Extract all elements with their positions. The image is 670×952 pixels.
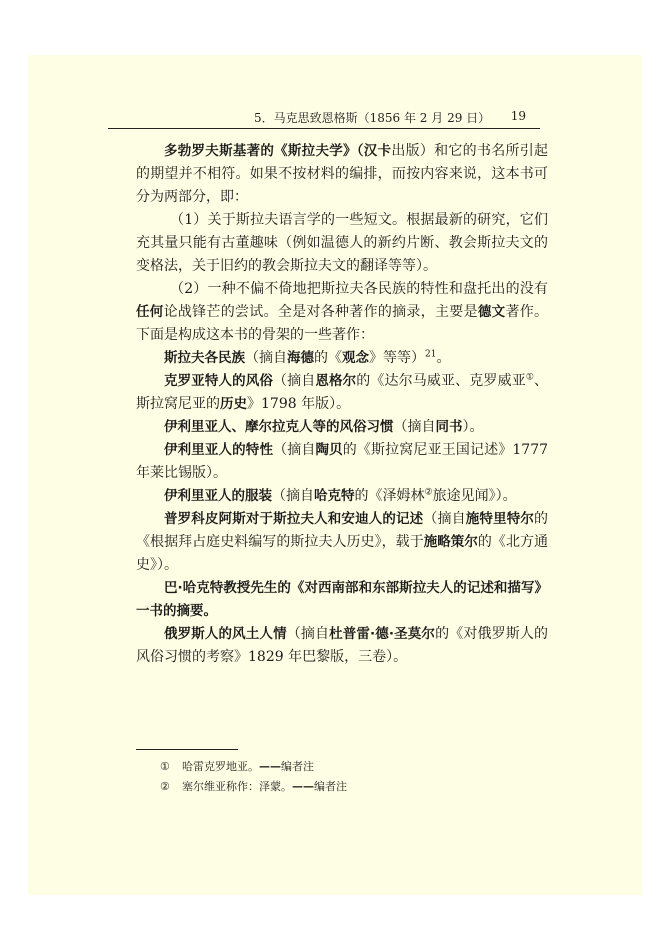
endnote-ref: 21 [425,349,437,360]
body-text: （摘自 [423,511,466,527]
list-item [136,370,548,416]
body-text: （摘自 [273,373,316,389]
footnote [160,777,540,797]
bold-text: 伊利里亚人的特性 [164,442,274,458]
bold-text: 普罗科皮阿斯对于斯拉夫人和安迪人的记述 [164,511,424,527]
header-title: 5．马克思致恩格斯（1856 年 2 月 29 日） [254,111,491,125]
bold-text: 克罗亚特人的风俗 [164,373,274,389]
body-text: 》1798 年版）。 [247,396,351,412]
body-text: 出版）和它的书名所引起的期望并不相符。如果不按材料的编排，而按内容来说，这本书可分为两部分，即： [136,143,549,205]
body-text: 的《斯拉窝尼亚王国记述》1777 年莱比锡版）。 [136,442,549,481]
bold-text: 伊利里亚人、摩尔拉克人等的风俗习惯 [164,419,394,435]
body-text: 、斯拉窝尼亚的 [136,373,549,412]
footnote-mark: ① [160,760,170,773]
bold-text: 斯拉夫各民族 [164,350,245,366]
running-header [108,106,540,129]
body-text: 的《根据拜占庭史料编写的斯拉夫人历史》，载于 [136,511,549,550]
footnotes [160,757,540,797]
body-text: （2）一种不偏不倚地把斯拉夫各民族的特性和盘托出的没有 [170,281,548,297]
list-item [136,485,548,508]
editor-note: 编者注 [314,780,347,793]
body-text: ）。 [462,419,484,435]
footnote [160,757,540,777]
footnote-mark: ② [160,780,170,793]
bold-text: 历史 [220,396,247,412]
body-text: 的《达尔马威亚、克罗威亚 [356,373,526,389]
em-dash: —— [259,760,281,773]
bold-text: 施略策尔 [423,534,478,550]
footnote-divider [136,749,238,750]
bold-text: 海德 [287,350,314,366]
bold-text: 杜普雷·德·圣莫尔 [329,626,436,642]
body-text: （摘自 [393,419,436,435]
body-text: 的《 [314,350,342,366]
em-dash: —— [292,780,314,793]
footnote-ref: ① [525,372,535,383]
body-text: （摘自 [273,442,316,458]
body-text: （摘自 [245,350,287,366]
body-text: 的《北方通史》）。 [136,534,549,573]
bold-text: 同书 [435,419,463,435]
body-text: 旅途见闻》）。 [432,488,517,504]
body-text: 。 [436,350,451,366]
bold-text: 多勃罗夫斯基著的《斯拉夫学》（汉卡 [164,143,392,159]
list-item [136,577,548,623]
body-text: 著作。下面是构成这本书的骨架的一些著作： [136,304,549,343]
footnote-text: 塞尔维亚称作：泽蒙。 [182,780,292,793]
list-item [136,623,548,669]
body-text: 的《对俄罗斯人的风俗习惯的考察》1829 年巴黎版，三卷）。 [136,626,549,665]
footnote-ref: ② [424,487,433,498]
bold-text: 哈克特 [314,488,355,504]
bold-text: 陶贝 [315,442,343,458]
footnote-text: 哈雷克罗地亚。 [182,760,259,773]
body-text: 的《泽姆林 [354,488,425,504]
paragraph-part-1: （1）关于斯拉夫语言学的一些短文。根据最新的研究，它们充其量只能有古董趣味（例如温德人的新约片断、教会斯拉夫文的变格法，关于旧约的教会斯拉夫文的翻译等等）。 [136,212,548,274]
page-number: 19 [510,109,526,123]
paragraph-part-2 [136,278,548,347]
list-item [136,416,548,439]
bold-text: 巴·哈克特教授先生的《对西南部和东部斯拉夫人的记述和描写》一书的摘要。 [136,580,548,619]
letter-body [136,140,548,669]
body-text: （摘自 [272,488,314,504]
bold-text: 恩格尔 [315,373,357,389]
bold-text: 施特里特尔 [465,511,535,527]
body-text: 》等等） [369,350,425,366]
body-text: 论战锋芒的尝试。全是对各种著作的摘录，主要是 [163,304,478,320]
bold-text: 观念 [342,350,369,366]
bold-text: 伊利里亚人的服装 [164,488,272,504]
list-item [136,508,548,577]
bold-text: 德文 [477,304,506,320]
body-text: （摘自 [286,626,330,642]
editor-note: 编者注 [281,760,314,773]
bold-text: 俄罗斯人的风土人情 [164,626,287,642]
paragraph-intro [136,140,548,209]
bold-text: 任何 [136,304,164,320]
list-item [136,439,548,485]
list-item [136,347,548,370]
